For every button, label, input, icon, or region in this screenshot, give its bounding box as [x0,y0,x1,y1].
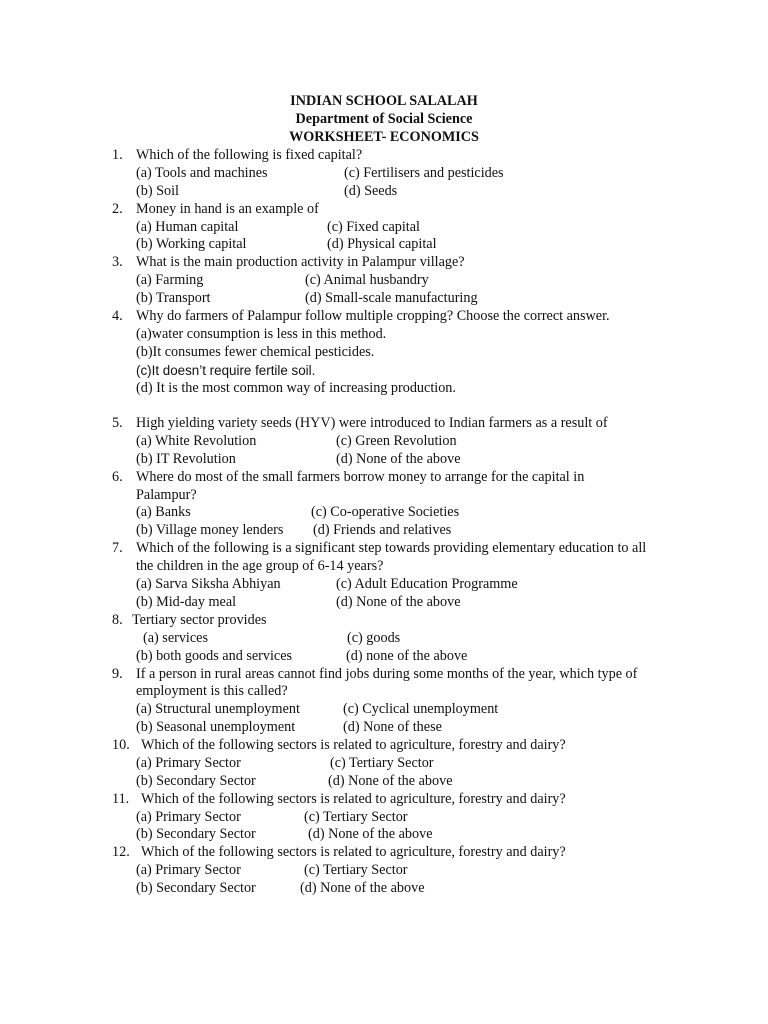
option-d: (d) Physical capital [327,236,437,252]
question-number: 1. [112,147,123,163]
option-b: (b) Seasonal unemployment [136,719,296,735]
option-b: (b)It consumes fewer chemical pesticides. [136,344,375,360]
option-d: (d) None of the above [300,880,425,896]
question-number: 5. [112,415,123,431]
option-d: (d) None of these [343,719,442,735]
option-b: (b) Secondary Sector [136,880,256,896]
option-d: (d) Seeds [344,183,398,199]
option-b: (b) Working capital [136,236,247,252]
option-c: (c) goods [347,630,401,646]
option-b: (b) Secondary Sector [136,826,256,842]
question-number: 3. [112,254,123,270]
question-text: Why do farmers of Palampur follow multiple cropping? Choose the correct answer. [136,308,610,324]
question-text: What is the main production activity in Palampur village? [136,254,465,270]
option-c: (c) Adult Education Programme [336,576,518,592]
option-b: (b) Soil [136,183,179,199]
option-c: (c) Cyclical unemployment [343,701,499,717]
option-a: (a) Tools and machines [136,165,268,181]
option-c: (c) Co-operative Societies [311,504,460,520]
question-text: Which of the following sectors is related to agriculture, forestry and dairy? [141,844,566,860]
question-number: 12. [112,844,130,860]
option-c: (c) Fertilisers and pesticides [344,165,504,181]
question-text: Which of the following sectors is related to agriculture, forestry and dairy? [141,737,566,753]
school-name: INDIAN SCHOOL SALALAH [290,93,478,109]
option-a: (a) Primary Sector [136,862,241,878]
option-a: (a) Structural unemployment [136,701,300,717]
option-d: (d) None of the above [336,594,461,610]
question-number: 2. [112,201,123,217]
question-text-continued: the children in the age group of 6-14 years? [136,558,384,574]
option-a: (a) White Revolution [136,433,257,449]
option-a: (a) Banks [136,504,191,520]
question-text: Tertiary sector provides [132,612,267,628]
option-b: (b) Transport [136,290,211,306]
option-b: (b) IT Revolution [136,451,236,467]
question-number: 9. [112,666,123,682]
option-c: (c) Tertiary Sector [330,755,434,771]
option-b: (b) both goods and services [136,648,293,664]
question-number: 4. [112,308,123,324]
option-d: (d) None of the above [328,773,453,789]
question-number: 6. [112,469,123,485]
department-name: Department of Social Science [295,111,473,127]
option-c: (c) Animal husbandry [305,272,429,288]
question-text: If a person in rural areas cannot find jobs during some months of the year, which type of [136,666,638,682]
question-text: High yielding variety seeds (HYV) were introduced to Indian farmers as a result of [136,415,608,431]
option-b: (b) Village money lenders [136,522,284,538]
option-d: (d) None of the above [336,451,461,467]
question-text-continued: employment is this called? [136,683,288,699]
option-a: (a) Farming [136,272,204,288]
question-text: Where do most of the small farmers borrow money to arrange for the capital in [136,469,585,485]
option-d: (d) Friends and relatives [313,522,452,538]
question-text: Money in hand is an example of [136,201,319,217]
question-number: 10. [112,737,130,753]
option-a: (a) services [143,630,208,646]
question-text-continued: Palampur? [136,487,197,503]
option-b: (b) Secondary Sector [136,773,256,789]
question-text: Which of the following is a significant step towards providing elementary education to all [136,540,647,556]
option-a: (a) Human capital [136,219,239,235]
question-number: 11. [112,791,130,807]
question-number: 7. [112,540,123,556]
question-number: 8. [112,612,123,628]
option-c: (c) Tertiary Sector [304,862,408,878]
option-c: (c) Tertiary Sector [304,809,408,825]
option-b: (b) Mid-day meal [136,594,237,610]
option-c: (c) Green Revolution [336,433,457,449]
option-d: (d) none of the above [346,648,468,664]
worksheet-title: WORKSHEET- ECONOMICS [289,129,479,145]
option-c: (c) Fixed capital [327,219,420,235]
option-a: (a) Primary Sector [136,755,241,771]
question-text: Which of the following sectors is related to agriculture, forestry and dairy? [141,791,566,807]
option-a: (a) Primary Sector [136,809,241,825]
option-d: (d) None of the above [308,826,433,842]
option-a: (a)water consumption is less in this method. [136,326,387,342]
option-d: (d) Small-scale manufacturing [305,290,478,306]
option-c: (c)It doesn’t require fertile soil. [136,363,316,378]
option-a: (a) Sarva Siksha Abhiyan [136,576,281,592]
question-text: Which of the following is fixed capital? [136,147,363,163]
option-d: (d) It is the most common way of increasing production. [136,380,456,396]
